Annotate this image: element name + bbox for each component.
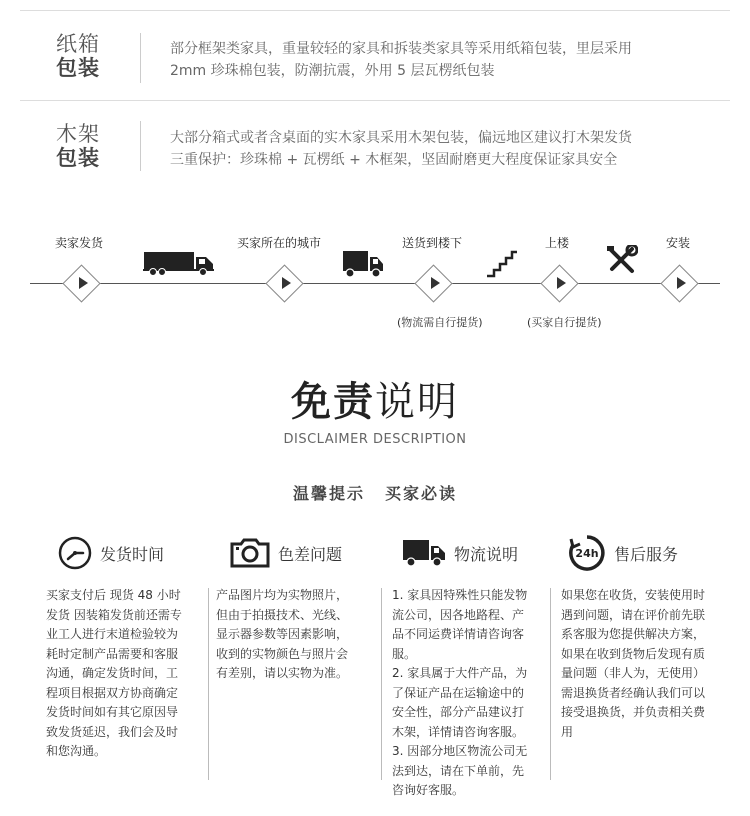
truck-icon (143, 249, 215, 277)
delivery-truck-icon (402, 538, 446, 568)
flow-step-seller-ships: 卖家发货 (55, 236, 104, 250)
logistics-text: 1. 家具因特殊性只能发物流公司，因各地路程、产品不同运费详情请咨询客服。 2. 家具属于大件产品，为了保证产品在运输途中的安全性，部分产品建议打木架，详情请咨询客服。 3. 因部分地区物流公司无法到达，请在下单前，先咨询好客服。 (392, 588, 528, 797)
column-separator (381, 588, 382, 780)
warm-tip-label: 温馨提示 (292, 484, 365, 503)
disclaimer-title: 免责说明 (291, 379, 459, 425)
color-difference-heading: 色差问题 (230, 535, 342, 571)
24h-service-icon (568, 534, 606, 572)
stairs-icon (486, 250, 518, 278)
flow-line (30, 283, 720, 284)
play-arrow-icon (557, 277, 566, 289)
play-arrow-icon (79, 277, 88, 289)
buyer-must-read-label: 买家必读 (385, 484, 458, 503)
carton-separator (140, 33, 141, 83)
tools-icon (606, 245, 638, 275)
carton-packaging-text: 部分框架类家具，重量较轻的家具和拆装类家具等采用纸箱包装，里层采用 2mm 珍珠棉包装，防潮抗震，外用 5 层瓦楞纸包装 (170, 41, 632, 79)
flow-note-buyer-pickup: (买家自行提货) (527, 316, 602, 329)
flow-step-upstairs: 上楼 (545, 236, 570, 250)
after-sales-text: 如果您在收货，安装使用时遇到问题，请在评价前先联系客服为您提供解决方案，如果在收到货物后发现有质量问题（非人为，无使用）需退换货者经确认我们可以接受退换货，并负责相关费用 (561, 588, 706, 739)
play-arrow-icon (677, 277, 686, 289)
column-separator (208, 588, 209, 780)
shipping-time-text: 买家支付后 现货 48 小时发货 因装箱发货前还需专业工人进行末道检验较为耗时定制产品需要和客服沟通，确定发货时间，工程项目根据双方协商确定发货时间如有其它原因导致发货延迟，我们会及时和您沟通。 (46, 588, 182, 758)
flow-note-logistics-pickup: (物流需自行提货) (397, 316, 483, 329)
disclaimer-subtitle: DISCLAIMER DESCRIPTION (283, 432, 467, 447)
top-divider (20, 10, 730, 11)
clock-icon (58, 536, 92, 570)
column-separator (550, 588, 551, 780)
wood-frame-packaging-text: 大部分箱式或者含桌面的实木家具采用木架包装，偏远地区建议打木架发货 三重保护：珍珠棉 + 瓦楞纸 + 木框架，坚固耐磨更大程度保证家具安全 (170, 130, 632, 168)
shipping-time-heading: 发货时间 (58, 535, 164, 571)
flow-step-downstairs: 送货到楼下 (402, 236, 463, 250)
wood-frame-separator (140, 121, 141, 171)
svg-text:24h: 24h (575, 547, 599, 560)
logistics-heading: 物流说明 (402, 535, 518, 571)
flow-step-buyer-city: 买家所在的城市 (237, 236, 322, 250)
play-arrow-icon (431, 277, 440, 289)
color-difference-text: 产品图片均为实物照片，但由于拍摄技术、光线、显示器参数等因素影响，收到的实物颜色与照片会有差别，请以实物为准。 (216, 588, 349, 680)
after-sales-heading: 24h 售后服务 (568, 535, 678, 571)
middle-divider (20, 100, 730, 101)
flow-step-install: 安装 (666, 236, 691, 250)
play-arrow-icon (282, 277, 291, 289)
carton-packaging-title: 纸箱 包装 (56, 32, 100, 80)
reminder-line (0, 481, 750, 504)
wood-frame-packaging-title: 木架 包装 (56, 122, 100, 170)
camera-icon (230, 538, 270, 568)
small-truck-icon (342, 249, 384, 279)
